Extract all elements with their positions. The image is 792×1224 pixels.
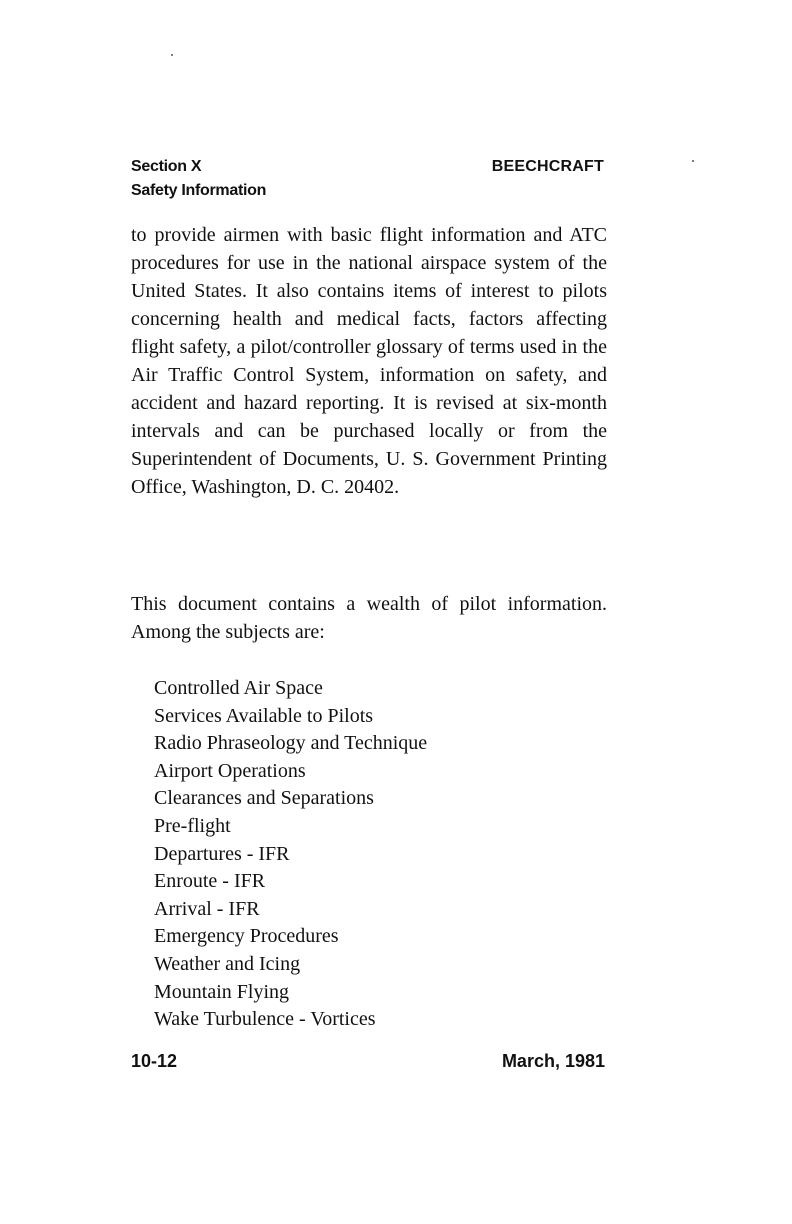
- list-item: Pre-flight: [154, 814, 231, 837]
- list-item: Services Available to Pilots: [154, 704, 374, 727]
- list-item: Clearances and Separations: [154, 787, 374, 810]
- subject-list: [154, 675, 427, 1034]
- list-item: Controlled Air Space: [154, 677, 323, 699]
- page-number: 10-12: [131, 1051, 178, 1071]
- section-title: Section X: [131, 158, 202, 175]
- brand-name: BEECHCRAFT: [491, 158, 604, 175]
- list-item: Departures - IFR: [154, 842, 290, 865]
- body-paragraph-1: to provide airmen with basic flight information and ATC procedures for use in the national airspace system of the United States. It also contains items of interest to pilots concerning health and medical facts, factors affecting flight safety, a pilot/controller glossary of terms used in the Air Traffic Control System, information on safety, and accident and hazard reporting. It is revised at six-month intervals and can be purchased locally or from the Superintendent of Documents, U. S. Government Printing Office, Washington, D. C. 20402.: [131, 224, 607, 498]
- list-item: Wake Turbulence - Vortices: [154, 1008, 376, 1031]
- list-item: Airport Operations: [154, 759, 306, 782]
- list-item: Arrival - IFR: [154, 897, 260, 920]
- page-header-section: [131, 155, 266, 203]
- subsection-title: Safety Information: [131, 182, 267, 199]
- body-paragraph-2: This document contains a wealth of pilot information. Among the subjects are:: [131, 593, 607, 643]
- list-item: Enroute - IFR: [154, 870, 266, 893]
- scan-speck: [692, 160, 694, 162]
- publication-date: March, 1981: [501, 1051, 605, 1071]
- list-item: Mountain Flying: [154, 980, 290, 1003]
- list-item: Emergency Procedures: [154, 925, 339, 948]
- scan-speck: [171, 54, 173, 56]
- list-item: Radio Phraseology and Technique: [154, 732, 428, 755]
- list-item: Weather and Icing: [154, 952, 301, 975]
